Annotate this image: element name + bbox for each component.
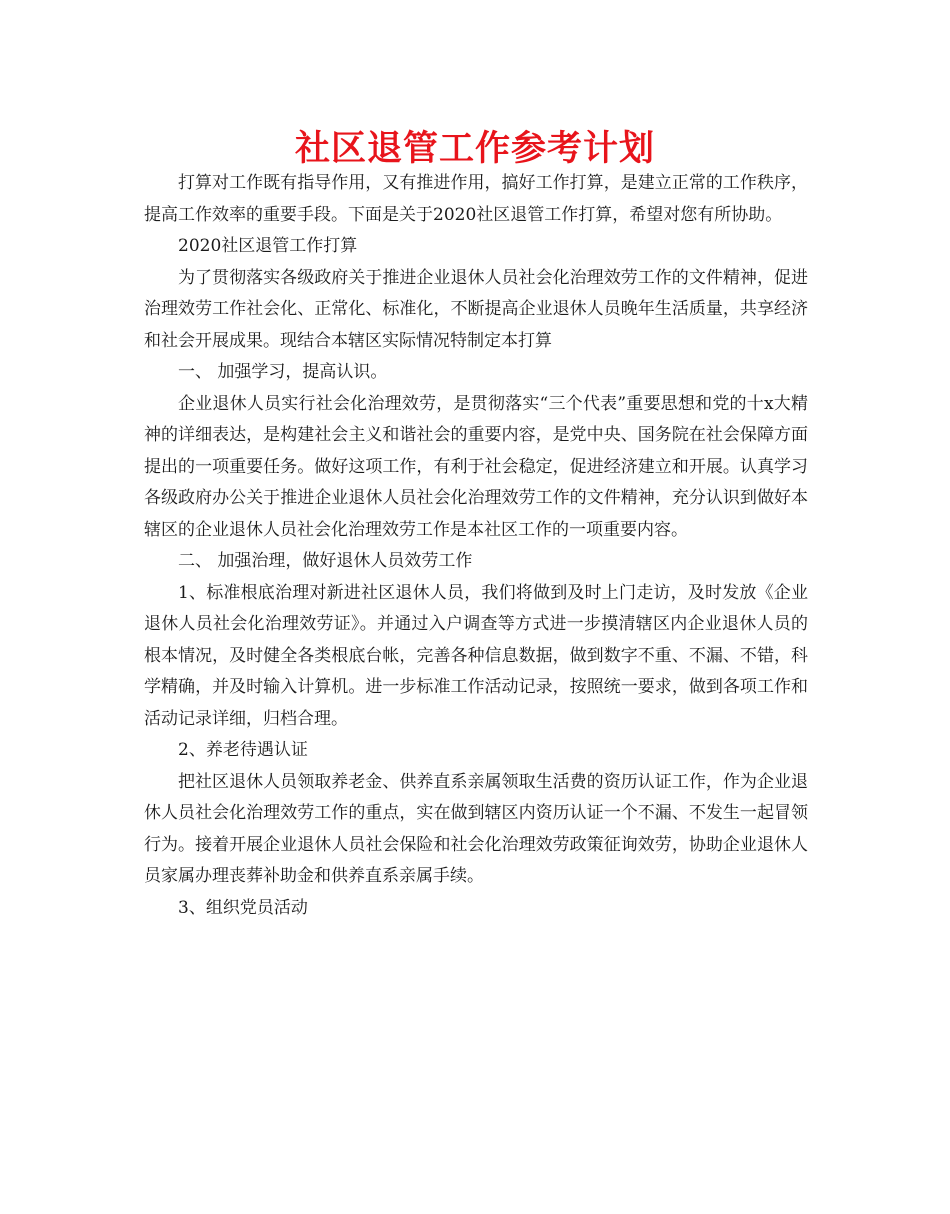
paragraph-item-1: 1、标准根底治理对新进社区退休人员，我们将做到及时上门走访，及时发放《企业退休人员社会化治理效劳证》。并通过入户调查等方式进一步摸清辖区内企业退休人员的根本情况，及时健全各类根底台帐，完善各种信息数据，做到数字不重、不漏、不错，科学精确，并及时输入计算机。进一步标准工作活动记录，按照统一要求，做到各项工作和活动记录详细，归档合理。 [144, 582, 808, 729]
paragraph-plan-heading: 2020社区退管工作打算 [178, 236, 358, 256]
paragraph-purpose: 为了贯彻落实各级政府关于推进企业退休人员社会化治理效劳工作的文件精神，促进治理效劳工作社会化、正常化、标准化，不断提高企业退休人员晚年生活质量，共享经济和社会开展成果。现结合本辖区实际情况特制定本打算 [144, 267, 808, 351]
section-heading-1: 一、 加强学习，提高认识。 [178, 362, 388, 382]
document-body [144, 168, 808, 924]
document-title: 社区退管工作参考计划 [294, 129, 655, 169]
paragraph-intro: 打算对工作既有指导作用，又有推进作用，搞好工作打算，是建立正常的工作秩序，提高工作效率的重要手段。下面是关于2020社区退管工作打算，希望对您有所协助。 [144, 173, 808, 225]
paragraph-section-1: 企业退休人员实行社会化治理效劳，是贯彻落实“三个代表”重要思想和党的十x大精神的详细表达，是构建社会主义和谐社会的重要内容，是党中央、国务院在社会保障方面提出的一项重要任务。做好这项工作，有利于社会稳定，促进经济建立和开展。认真学习各级政府办公关于推进企业退休人员社会化治理效劳工作的文件精神，充分认识到做好本辖区的企业退休人员社会化治理效劳工作是本社区工作的一项重要内容。 [144, 393, 808, 540]
item-heading-3: 3、组织党员活动 [178, 897, 308, 918]
section-heading-2: 二、 加强治理，做好退休人员效劳工作 [178, 551, 473, 571]
item-heading-2: 2、养老待遇认证 [178, 740, 308, 760]
paragraph-item-2: 把社区退休人员领取养老金、供养直系亲属领取生活费的资历认证工作，作为企业退休人员社会化治理效劳工作的重点，实在做到辖区内资历认证一个不漏、不发生一起冒领行为。接着开展企业退休人员社会保险和社会化治理效劳政策征询效劳，协助企业退休人员家属办理丧葬补助金和供养直系亲属手续。 [144, 771, 808, 886]
